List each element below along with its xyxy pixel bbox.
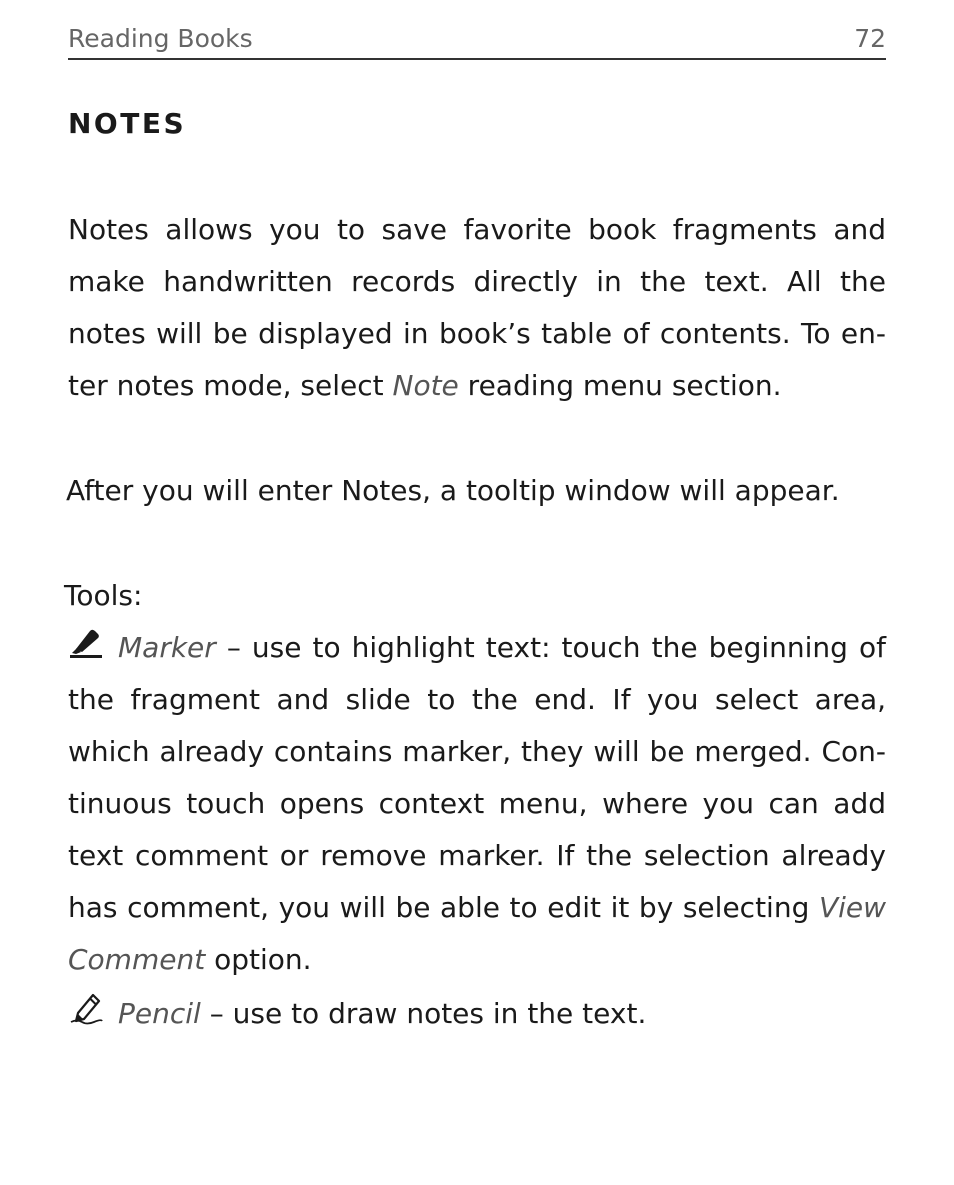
header-section-title: Reading Books	[68, 24, 253, 53]
marker-tool-name: Marker	[118, 631, 216, 664]
note-term: Note	[392, 369, 459, 402]
intro-text-part2: reading menu section.	[458, 369, 782, 402]
pencil-icon	[68, 989, 104, 1025]
intro-text-part1: Notes allows you to save favorite book fragments and make handwritten records directly in the text. All the notes will be displayed in book’s table of contents. To enter notes mode, select	[68, 213, 886, 402]
pencil-desc: – use to draw notes in the text.	[200, 997, 647, 1030]
view-comment-term: View Comment	[68, 891, 886, 976]
marker-paragraph	[68, 622, 886, 986]
page-number: 72	[854, 24, 886, 53]
pencil-paragraph	[68, 988, 886, 1040]
marker-icon	[68, 623, 104, 659]
marker-desc-part2: option.	[205, 943, 312, 976]
pencil-tool-name: Pencil	[118, 997, 201, 1030]
tools-label: Tools:	[64, 579, 143, 612]
section-heading: NOTES	[68, 107, 187, 140]
marker-desc-part1: – use to highlight text: touch the beginning of the fragment and slide to the end. If you select area, which already contains marker, they will be merged. Continuous touch opens context menu, where you can add text comment or remove marker. If the selection already has comment, you will be able to edit it by selecting	[68, 631, 886, 924]
after-paragraph: After you will enter Notes, a tooltip window will appear.	[66, 474, 840, 507]
intro-paragraph	[68, 204, 886, 412]
running-header	[68, 22, 886, 60]
document-page	[64, 0, 886, 1185]
